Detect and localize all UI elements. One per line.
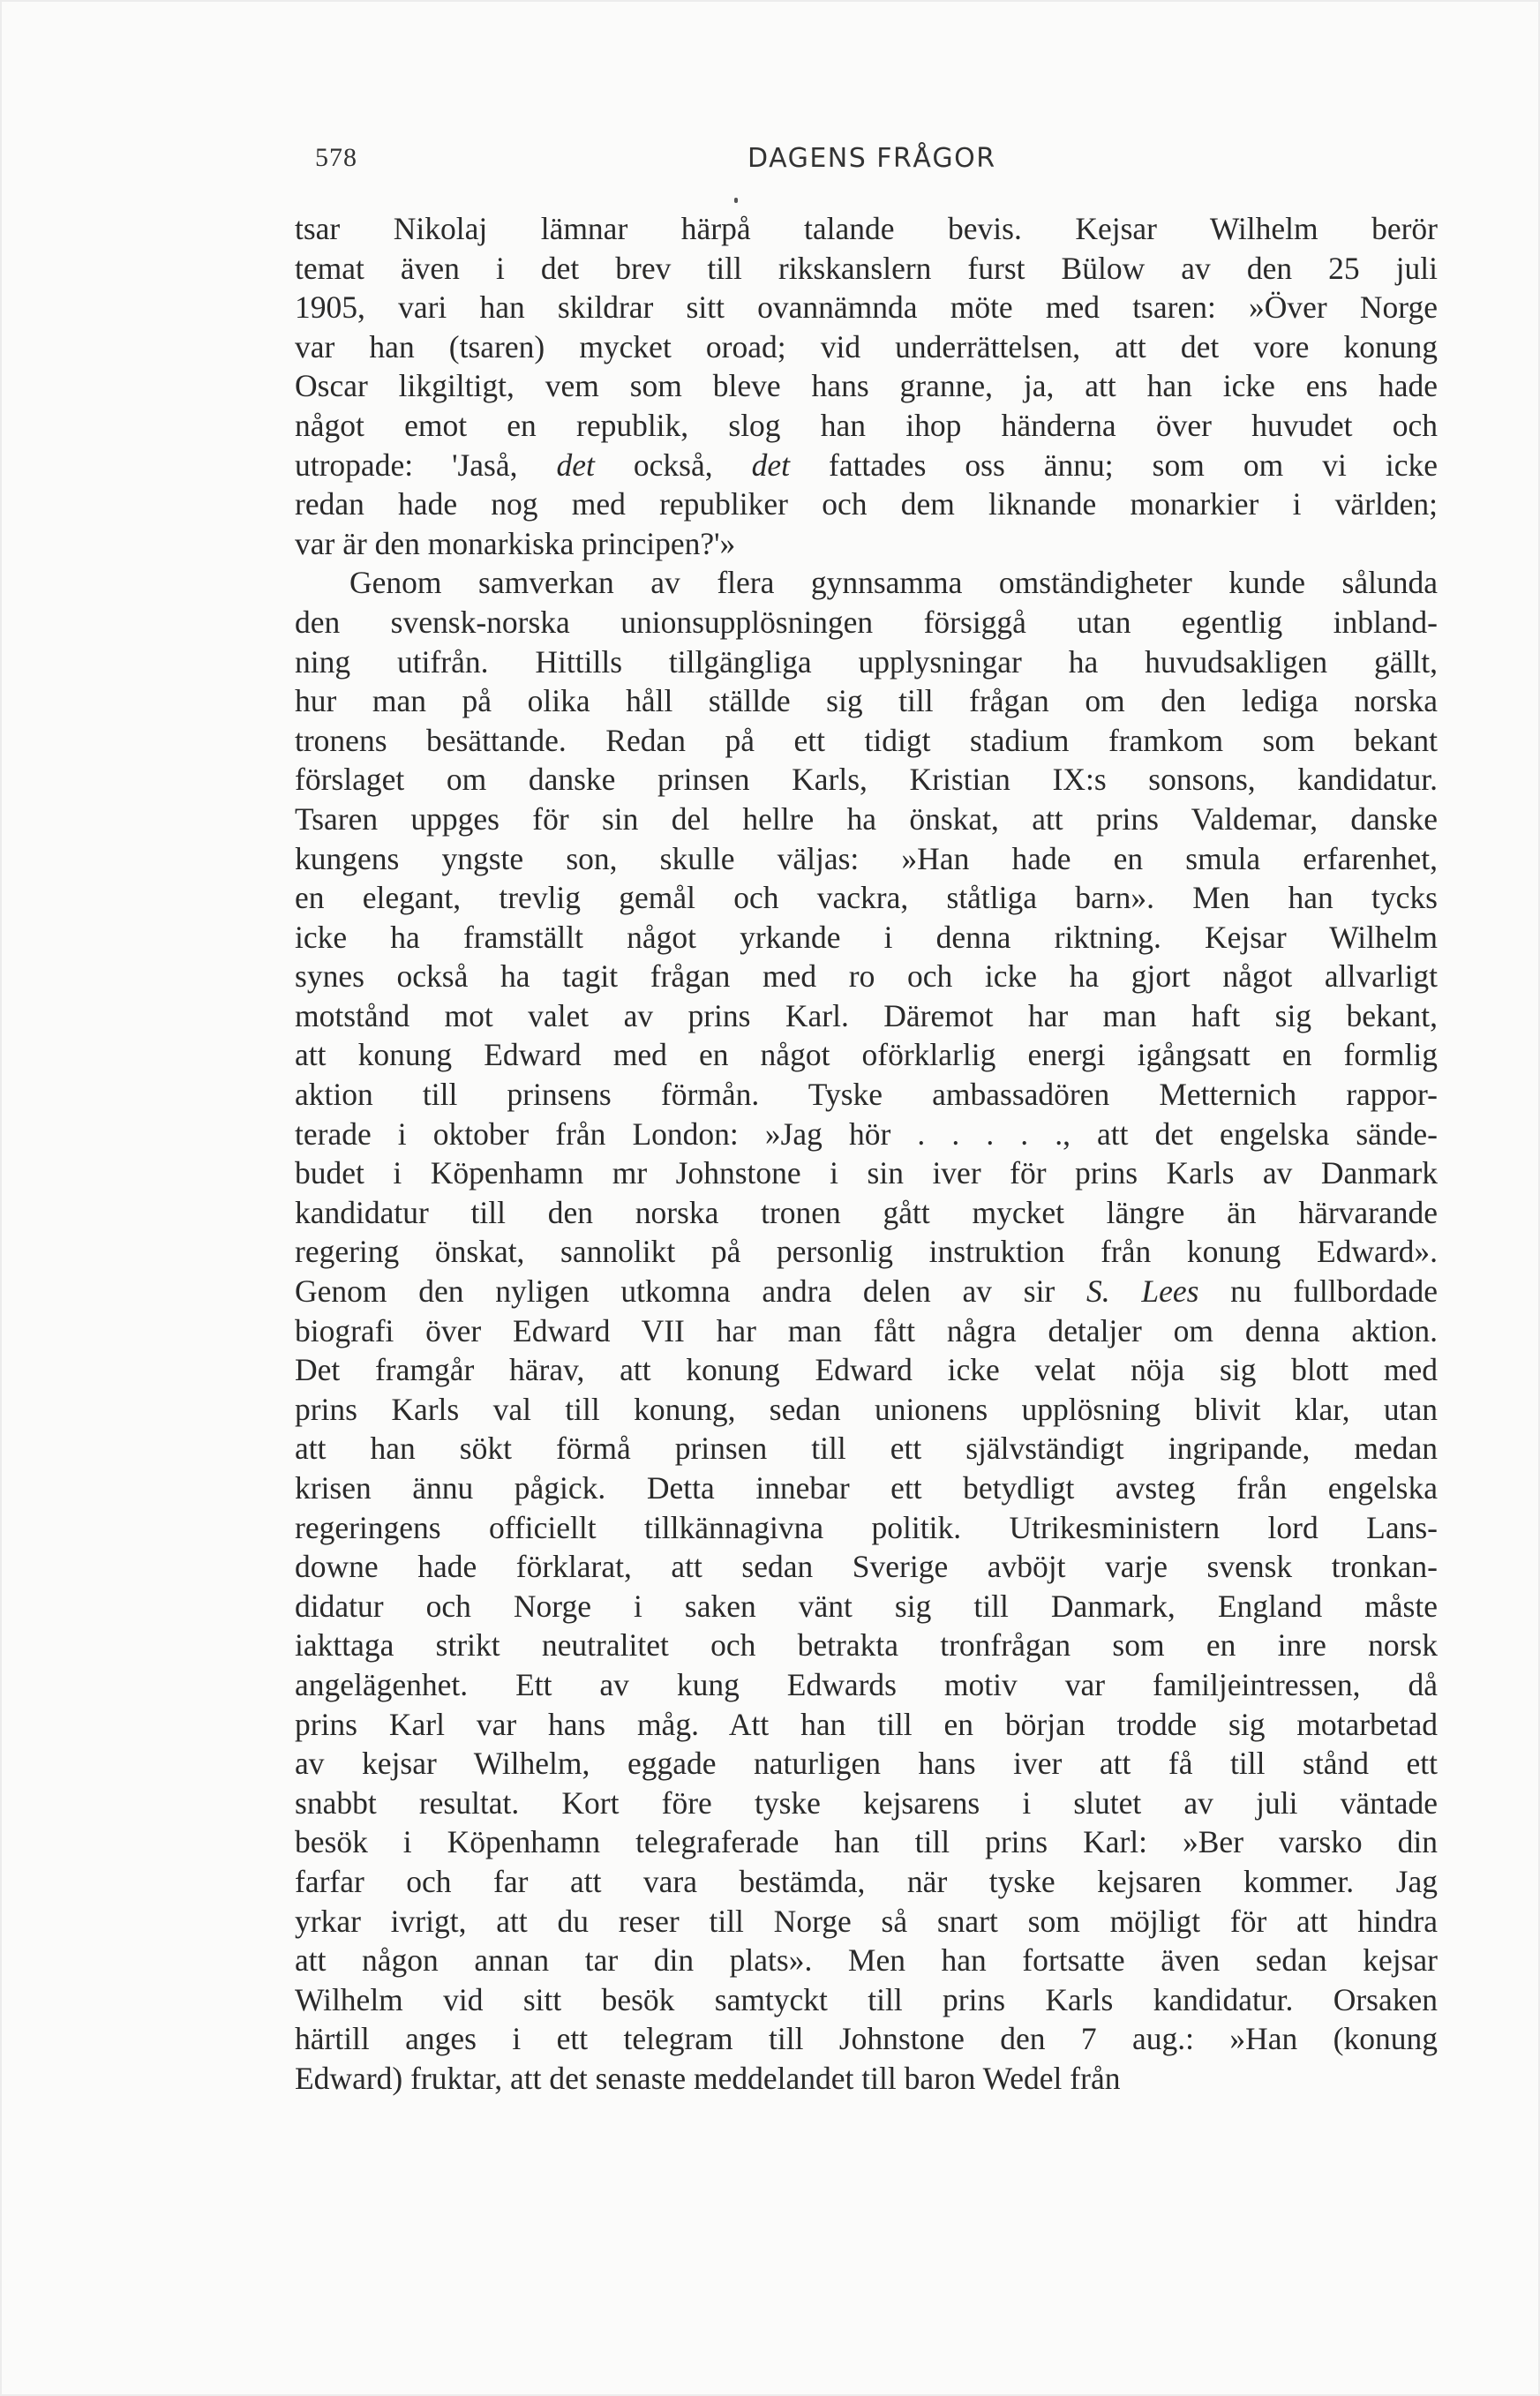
text-line: regering önskat, sannolikt på personlig instruktion från konung Edward». <box>295 1234 1438 1270</box>
text-line: prins Karls val till konung, sedan unionens upplösning blivit klar, utan <box>295 1391 1438 1427</box>
page-number: 578 <box>315 143 357 172</box>
text-line: kandidatur till den norska tronen gått mycket längre än härvarande <box>295 1194 1438 1230</box>
text-line: att någon annan tar din plats». Men han fortsatte även sedan kejsar <box>295 1942 1438 1979</box>
text-line: yrkar ivrigt, att du reser till Norge så snart som möjligt för att hindra <box>295 1903 1438 1939</box>
text-line: farfar och far att vara bestämda, när tyske kejsaren kommer. Jag <box>295 1863 1438 1899</box>
text-line: Wilhelm vid sitt besök samtyckt till prins Karls kandidatur. Orsaken <box>295 1981 1438 2017</box>
text-line: härtill anges i ett telegram till Johnstone den 7 aug.: »Han (konung <box>295 2021 1438 2057</box>
running-head: DAGENS FRÅGOR <box>747 143 996 174</box>
text-line: utropade: 'Jaså, det också, det fattades oss ännu; som om vi icke <box>295 447 1438 483</box>
text-line: Genom den nyligen utkomna andra delen av sir S. Lees nu fullbordade <box>295 1273 1438 1310</box>
paragraph <box>295 209 1438 563</box>
text-line: biografi över Edward VII har man fått några detaljer om denna aktion. <box>295 1312 1438 1348</box>
text-line: motstånd mot valet av prins Karl. Däremot har man haft sig bekant, <box>295 997 1438 1033</box>
text-line: att han sökt förmå prinsen till ett självständigt ingripande, medan <box>295 1431 1438 1467</box>
text-line: förslaget om danske prinsen Karls, Kristian IX:s sonsons, kandidatur. <box>295 762 1438 798</box>
text-line: downe hade förklarat, att sedan Sverige avböjt varje svensk tronkan- <box>295 1549 1438 1585</box>
text-line: Edward) fruktar, att det senaste meddelandet till baron Wedel från <box>295 2060 1121 2096</box>
paragraph <box>295 563 1438 2098</box>
text-line: tsar Nikolaj lämnar härpå talande bevis. Kejsar Wilhelm berör <box>295 211 1438 246</box>
text-line: var är den monarkiska principen?'» <box>295 525 736 561</box>
text-line: att konung Edward med en något oförklarlig energi igångsatt en formlig <box>295 1037 1438 1073</box>
text-line: 1905, vari han skildrar sitt ovannämnda möte med tsaren: »Över Norge <box>295 289 1438 326</box>
text-line: hur man på olika håll ställde sig till frågan om den lediga norska <box>295 683 1438 719</box>
text-line: synes också ha tagit frågan med ro och icke ha gjort något allvarligt <box>295 958 1438 995</box>
text-line: Det framgår härav, att konung Edward icke velat nöja sig blott med <box>295 1352 1438 1388</box>
text-line: något emot en republik, slog han ihop händerna över huvudet och <box>295 407 1438 443</box>
ink-speck <box>734 198 738 203</box>
text-line: icke ha framställt något yrkande i denna riktning. Kejsar Wilhelm <box>295 919 1438 955</box>
text-line: didatur och Norge i saken vänt sig till Danmark, England måste <box>295 1588 1438 1624</box>
text-line: kungens yngste son, skulle väljas: »Han hade en smula erfarenhet, <box>295 840 1438 876</box>
text-line: iakttaga strikt neutralitet och betrakta tronfrågan som en inre norsk <box>295 1627 1438 1664</box>
text-line: Genom samverkan av flera gynnsamma omständigheter kunde sålunda <box>349 565 1438 601</box>
text-line: terade i oktober från London: »Jag hör . . . . ., att det engelska sände- <box>295 1115 1438 1152</box>
text-line: angelägenhet. Ett av kung Edwards motiv var familjeintressen, då <box>295 1666 1438 1702</box>
text-line: tronens besättande. Redan på ett tidigt stadium framkom som bekant <box>295 722 1438 758</box>
text-line: snabbt resultat. Kort före tyske kejsarens i slutet av juli väntade <box>295 1784 1438 1821</box>
text-line: Oscar likgiltigt, vem som bleve hans granne, ja, att han icke ens hade <box>295 368 1438 404</box>
text-line: besök i Köpenhamn telegraferade han till prins Karl: »Ber varsko din <box>295 1824 1438 1860</box>
text-line: Tsaren uppges för sin del hellre ha önskat, att prins Valdemar, danske <box>295 800 1438 837</box>
text-line: av kejsar Wilhelm, eggade naturligen hans iver att få till stånd ett <box>295 1746 1438 1782</box>
text-line: en elegant, trevlig gemål och vackra, ståtliga barn». Men han tycks <box>295 880 1438 916</box>
text-line: prins Karl var hans måg. Att han till en början trodde sig motarbetad <box>295 1706 1438 1742</box>
page-header <box>315 143 1445 187</box>
text-line: regeringens officiellt tillkännagivna politik. Utrikesministern lord Lans- <box>295 1509 1438 1545</box>
text-line: den svensk-norska unionsupplösningen försiggå utan egentlig inbland- <box>295 604 1438 640</box>
text-line: temat även i det brev till rikskanslern furst Bülow av den 25 juli <box>295 250 1438 286</box>
text-line: redan hade nog med republiker och dem liknande monarkier i världen; <box>295 486 1438 522</box>
text-line: budet i Köpenhamn mr Johnstone i sin iver för prins Karls av Danmark <box>295 1155 1438 1191</box>
body-text <box>295 209 1438 2099</box>
text-line: var han (tsaren) mycket oroad; vid underrättelsen, att det vore konung <box>295 328 1438 364</box>
text-line: krisen ännu pågick. Detta innebar ett betydligt avsteg från engelska <box>295 1470 1438 1506</box>
text-line: ning utifrån. Hittills tillgängliga upplysningar ha huvudsakligen gällt, <box>295 643 1438 680</box>
text-line: aktion till prinsens förmån. Tyske ambassadören Metternich rappor- <box>295 1077 1438 1113</box>
